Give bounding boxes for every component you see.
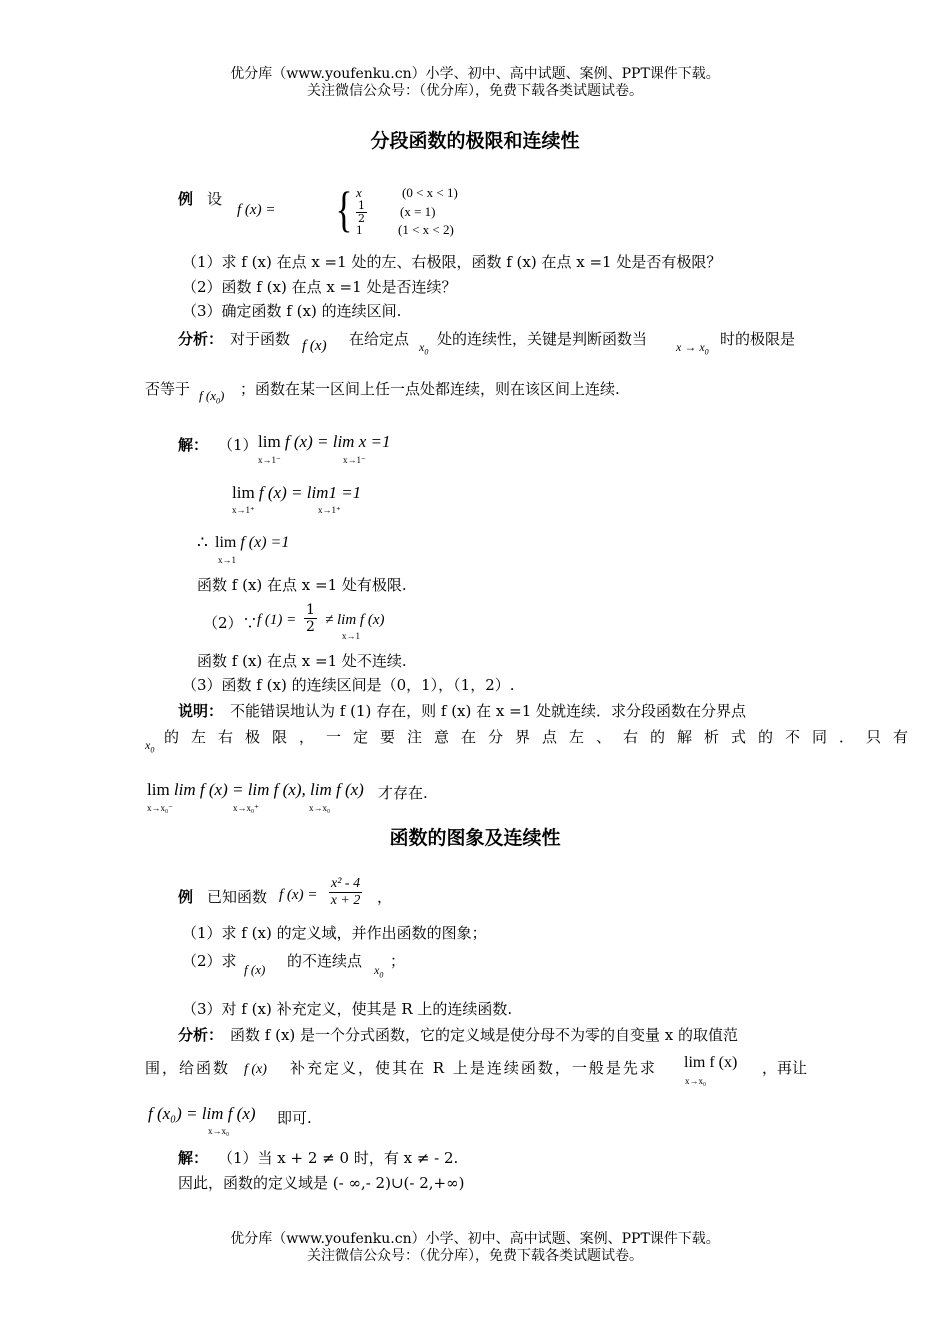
section2-question-2-fx: f (x) — [244, 962, 266, 977]
section2-question-2-mid: 的不连续点 — [287, 952, 363, 970]
section2-final-expr: f (x₀) = lim f (x) — [148, 1104, 256, 1123]
section2-func-lhs: f (x) = — [279, 887, 318, 903]
section2-question-2-pre: （2）求 — [182, 952, 237, 970]
section2-func-comma: ， — [377, 888, 393, 906]
section1-solution-2-pre: （2）∵ — [203, 614, 258, 632]
section2-solution-label: 解： — [178, 1149, 209, 1167]
section1-example-text: 设 — [207, 190, 223, 208]
section1-solution-2-sub: x→1 — [342, 631, 360, 641]
header-line-1: 优分库（www.youfenku.cn）小学、初中、高中试题、案例、PPT课件下载。 — [230, 66, 720, 82]
section1-solution-2-f1: f (1) = — [257, 612, 297, 628]
piecewise-lhs: f (x) = — [237, 202, 276, 218]
section2-final-text: 即可. — [277, 1109, 312, 1127]
section1-note-b: 的左右极限，一定要注意在分界点左、右的解析式的不同．只有 — [164, 728, 921, 746]
section2-analysis-c: 补充定义，使其在 R 上是连续函数，一般是先求 — [290, 1059, 657, 1077]
section2-example-text: 已知函数 — [207, 888, 268, 906]
section2-analysis-b: 围，给函数 — [145, 1059, 231, 1077]
section1-solution-label: 解： — [178, 436, 209, 454]
limit-left-1-sub-b: x→1⁻ — [343, 455, 366, 465]
section1-analysis-b: 在给定点 — [349, 330, 410, 348]
footer-line-2: 关注微信公众号：（优分库），免费下载各类试题试卷。 — [307, 1248, 643, 1264]
section1-note-x0: $x_0$ — [145, 738, 155, 755]
section1-solution-2-neq: ≠ lim f (x) — [325, 612, 385, 628]
section2-title: 函数的图象及连续性 — [389, 827, 561, 849]
section1-question-2: （2）函数 f (x) 在点 x =1 处是否连续？ — [182, 278, 457, 296]
section2-example-label: 例 — [178, 888, 194, 906]
section2-analysis-label: 分析： — [178, 1026, 224, 1044]
section2-analysis-lim: lim f (x) — [684, 1054, 738, 1071]
section1-note-limits-sub-c: x→x₀ — [309, 803, 331, 813]
section1-analysis-c: 处的连续性，关键是判断函数当 — [437, 330, 648, 348]
section2-question-3: （3）对 f (x) 补充定义，使其是 R 上的连续函数. — [182, 1000, 513, 1018]
section2-analysis-fx: f (x) — [244, 1062, 267, 1077]
limit-right-1-sub-b: x→1⁺ — [318, 505, 341, 515]
section1-analysis-e: 否等于 — [145, 380, 191, 398]
section2-final-sub: x→x₀ — [208, 1126, 230, 1136]
limit-right-1: lim f (x) = lim1 =1 — [232, 483, 362, 502]
has-limit-text: 函数 f (x) 在点 x =1 处有极限. — [197, 576, 407, 594]
section1-analysis-fx0: f $(x_0)$ — [199, 388, 225, 406]
limit-left-1: lim f (x) = lim x =1 — [258, 432, 391, 451]
section1-note-c: 才存在. — [378, 784, 428, 802]
section1-solution-2-frac: $\frac{1}{2}$ — [306, 602, 315, 635]
section1-analysis-a: 对于函数 — [230, 330, 291, 348]
not-continuous-text: 函数 f (x) 在点 x =1 处不连续. — [197, 652, 407, 670]
section1-question-1: （1）求 f (x) 在点 x =1 处的左、右极限，函数 f (x) 在点 x =1 处是否有极限？ — [182, 253, 722, 271]
section1-analysis-f: ；函数在某一区间上任一点处都连续，则在该区间上连续. — [240, 380, 620, 398]
section1-note-limits-sub-a: x→x₀⁻ — [147, 803, 173, 813]
piecewise-cond-3: (1 < x < 2) — [398, 222, 454, 237]
therefore-symbol: ∴ — [197, 533, 208, 553]
piecewise-expr-3: 1 — [356, 222, 363, 237]
piecewise-brace: { — [335, 181, 353, 237]
section1-analysis-d: 时的极限是 — [720, 330, 796, 348]
piecewise-cond-1: (0 < x < 1) — [402, 185, 458, 200]
limit-left-1-sub-a: x→1⁻ — [258, 455, 281, 465]
section2-question-2-x0: $x_0$ — [374, 963, 384, 980]
header-line-2: 关注微信公众号：（优分库），免费下载各类试题试卷。 — [307, 83, 643, 99]
piecewise-expr-1: x — [356, 185, 362, 200]
section2-question-1: （1）求 f (x) 的定义域，并作出函数的图象； — [182, 924, 487, 942]
footer-line-1: 优分库（www.youfenku.cn）小学、初中、高中试题、案例、PPT课件下载。 — [230, 1231, 720, 1247]
section2-func-frac: $\frac{\text{x² - 4}}{x + 2}$ — [330, 876, 361, 908]
section1-note-limits: lim lim f (x) = lim f (x), lim f (x) — [147, 780, 364, 799]
section2-analysis-a: 函数 f (x) 是一个分式函数，它的定义域是使分母不为零的自变量 x 的取值范 — [230, 1026, 739, 1044]
section1-note-a: 不能错误地认为 f (1) 存在，则 f (x) 在 x =1 处就连续．求分段函数在分界点 — [230, 702, 747, 720]
piecewise-expr-2: $\frac{1}{2}$ — [358, 199, 365, 225]
section2-question-2-end: ； — [390, 952, 406, 970]
limit-both-sub: x→1 — [218, 555, 236, 565]
section2-solution-1: （1）当 x + 2 ≠ 0 时，有 x ≠ - 2. — [218, 1149, 459, 1167]
section1-analysis-fx: f (x) — [302, 338, 327, 354]
section1-title: 分段函数的极限和连续性 — [370, 130, 580, 152]
section1-example-label: 例 — [178, 190, 194, 208]
section2-solution-2: 因此，函数的定义域是 (- ∞,- 2)∪(- 2,+∞) — [178, 1174, 465, 1192]
section1-solution-1: （1） — [218, 436, 258, 454]
section2-analysis-lim-sub: x→x₀ — [685, 1076, 707, 1086]
limit-both: lim f (x) =1 — [215, 534, 290, 551]
section1-note-label: 说明： — [178, 702, 224, 720]
section1-analysis-arrow: $x \to x_0$ — [676, 340, 709, 357]
section1-question-3: （3）确定函数 f (x) 的连续区间. — [182, 302, 402, 320]
section1-analysis-label: 分析： — [178, 330, 224, 348]
section2-analysis-d: ，再让 — [762, 1059, 808, 1077]
section1-note-limits-sub-b: x→x₀⁺ — [233, 803, 259, 813]
section1-analysis-x0: $x_0$ — [419, 340, 429, 357]
piecewise-cond-2: (x = 1) — [400, 204, 436, 219]
limit-right-1-sub-a: x→1⁺ — [232, 505, 255, 515]
section1-solution-3: （3）函数 f (x) 的连续区间是（0，1），（1，2）. — [182, 676, 515, 694]
